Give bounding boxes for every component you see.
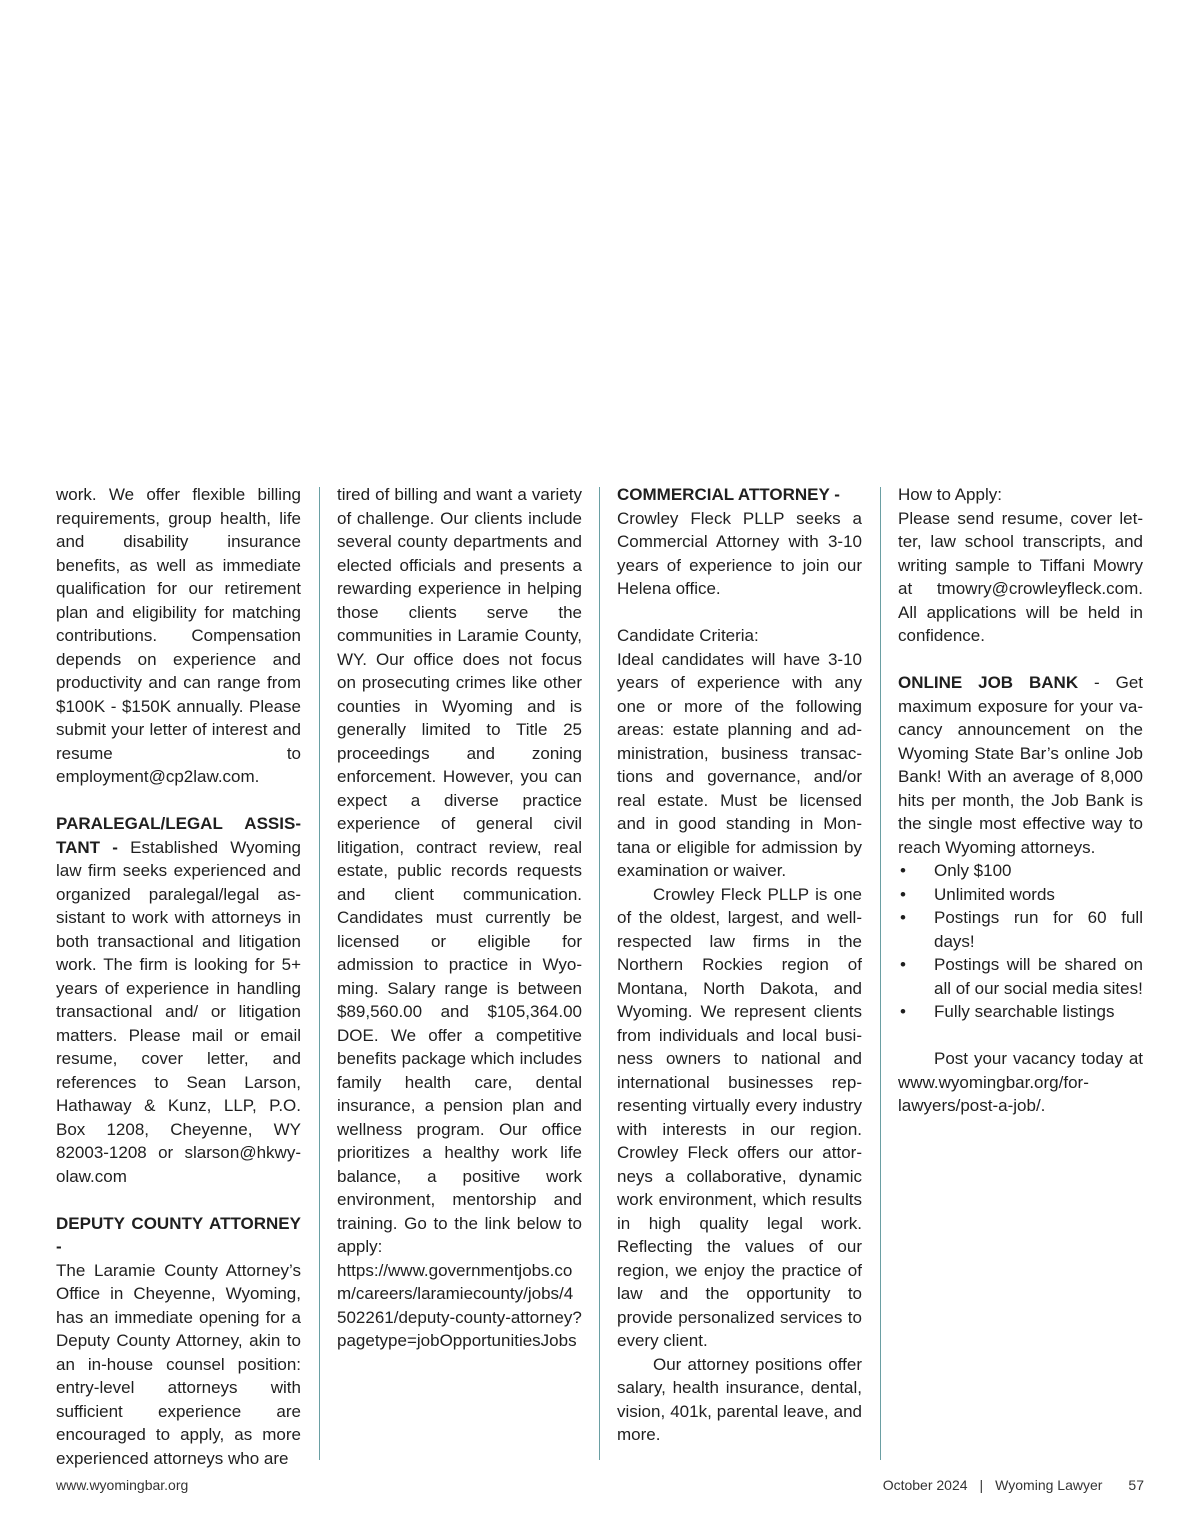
bullet-icon: • [900, 884, 906, 904]
footer-separator: | [979, 1477, 984, 1493]
deputy-body-continued: tired of billing and want a variety of challenge. Our clients include several county departments and elected officials and presents a rewarding experience in helping those clients serve the communities in Laramie County, WY. Our office does not focus on prosecuting crimes like other counties in Wyoming and is generally limited to Title 25 proceedings and zoning enforcement. However, you can expect a diverse practice experience of general civil litigation, contract review, real estate, public records requests and client communication. Candidates must currently be licensed or eligible for admission to practice in Wyoming. Salary range is between $89,560.00 and $105,364.00 DOE. We offer a competitive benefits package which includes family health care, dental insurance, a pension plan and wellness program. Our office prioritizes a healthy work life balance, a positive work environment, mentorship and training. Go to the link below to apply: [337, 485, 582, 1256]
paralegal-ad [56, 812, 301, 1188]
job-bank-ad [898, 671, 1143, 859]
column-1 [56, 483, 301, 1470]
bullet-icon: • [900, 1002, 906, 1021]
benefits-text: Our attorney positions offer salary, health insurance, dental, vision, 401k, parental leave, and more. [617, 1354, 862, 1444]
column-divider [880, 487, 881, 1460]
commercial-intro: Crowley Fleck PLLP seeks a Commercial Attorney with 3-10 years of experience to join our Helena office. [617, 508, 862, 598]
list-item: • Postings run for 60 full days! [900, 908, 1143, 951]
cp2law-ad-text: work. We offer flexible billing requirements, group health, life and disability insurance benefits, as well as immediate qualification for our retirement plan and eligibility for matching contributions. Compensation depends on experience and productivity and can range from $100K - $150K annually. Please submit your letter of interest and resume to employment@cp2law.com. [56, 485, 301, 786]
bullet-icon: • [900, 955, 906, 974]
deputy-body: The Laramie County Attorney’s Office in Cheyenne, Wyoming, has an immediate opening for a Deputy County Attorney, akin to an in-house counsel position: entry-level attorneys with sufficient experience are encouraged to apply, as more experienced attorneys who are [56, 1260, 301, 1468]
list-item: • Fully searchable listings [898, 1000, 1143, 1024]
job-bank-features [898, 859, 1143, 1024]
list-item: • Postings will be shared on all of our social media sites! [900, 955, 1143, 998]
column-divider [599, 487, 600, 1460]
post-vacancy-text: Post your vacancy today at www.wyomingbar.org/forlawyers/post-a-job/. [898, 1049, 1143, 1115]
firm-description: Crowley Fleck PLLP is one of the oldest, largest, and well-respected law firms in the Northern Rockies region of Montana, North Dakota, and Wyoming. We represent clients from individuals and local business owners to national and international businesses representing virtually every industry with interests in our region. Crowley Fleck offers our attorneys a collaborative, dynamic work environment, which results in high quality legal work. Reflecting the values of our region, we enjoy the practice of law and the opportunity to provide personalized services to every client. [617, 884, 862, 1350]
footer-site-url[interactable]: www.wyomingbar.org [56, 1477, 189, 1493]
apply-text: Please send resume, cover letter, law school transcripts, and writing sample to Tiffani Mowry at tmowry@crowleyfleck.com. All applications will be held in confidence. [898, 508, 1143, 645]
job-bank-heading: ONLINE JOB BANK [898, 673, 1079, 692]
deputy-apply-link[interactable]: https://www.governmentjobs.com/careers/laramiecounty/jobs/4502261/deputy-county-attorney?pagetype=jobOpportunitiesJobs [337, 1260, 582, 1350]
publication-name: Wyoming Lawyer [995, 1477, 1103, 1493]
issue-date: October 2024 [882, 1477, 968, 1493]
commercial-heading: COMMERCIAL ATTORNEY - [617, 485, 840, 504]
criteria-label: Candidate Criteria: [617, 626, 759, 645]
deputy-heading: DEPUTY COUNTY ATTORNEY - [56, 1213, 301, 1256]
footer-page-info [883, 1477, 1144, 1493]
list-item: • Only $100 [898, 859, 1143, 883]
paralegal-body: Established Wyoming law firm seeks experienced and organized paralegal/legal assistant to work with attorneys in both transactional and litigation work. The firm is looking for 5+ years of experience in handling transactional and/ or litigation matters. Please mail or email resume, cover letter, and references to Sean Larson, Hathaway & Kunz, LLP, P.O. Box 1208, Cheyenne, WY 82003-1208 or slarson@hkwyolaw.com [56, 837, 301, 1186]
bullet-icon: • [900, 908, 906, 927]
column-4 [898, 483, 1143, 1118]
column-divider [319, 487, 320, 1460]
apply-label: How to Apply: [898, 485, 1002, 504]
paralegal-heading: PARALEGAL/LEGAL ASSISTANT - [56, 814, 301, 857]
column-3 [617, 483, 862, 1447]
criteria-text: Ideal candidates will have 3-10 years of experience with any one or more of the following areas: estate planning and administration, business transactions and governance, and/or real estate. Must be licensed and in good standing in Montana or eligible for admission by examination or waiver. [617, 649, 862, 880]
page-number: 57 [1128, 1477, 1144, 1493]
bullet-icon: • [900, 861, 906, 880]
list-item: • Unlimited words [898, 883, 1143, 907]
job-bank-body: - Get maximum exposure for your vacancy announcement on the Wyoming State Bar’s online Job Bank! With an average of 8,000 hits per month, the Job Bank is the single most effective way to reach Wyoming attorneys. [898, 673, 1143, 857]
column-2 [337, 483, 582, 1353]
